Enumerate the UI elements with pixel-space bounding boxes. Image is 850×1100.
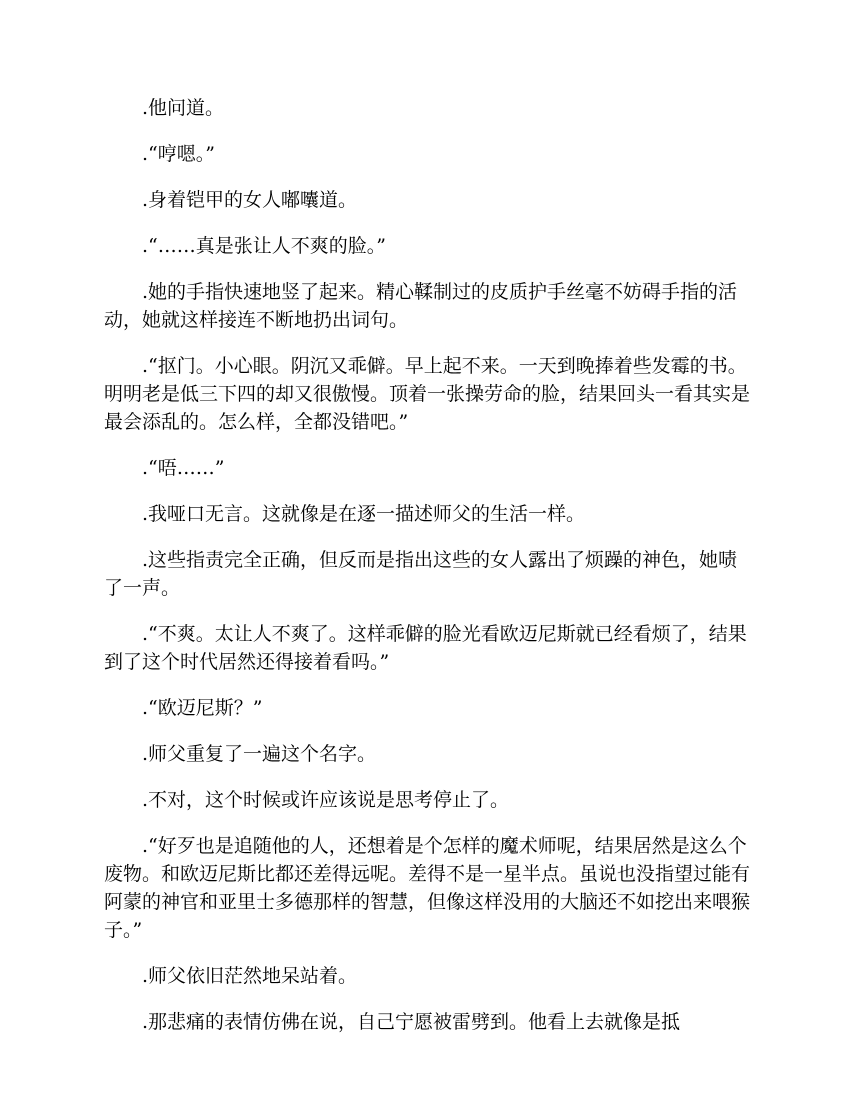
paragraph: .“好歹也是追随他的人，还想着是个怎样的魔术师呢，结果居然是这么个废物。和欧迈尼斯比都还差得远呢。差得不是一星半点。虽说也没指望过能有阿蒙的神官和亚里士多德那样的智慧，但像这样没用的大脑还不如挖出来喂猴子。” [104, 835, 751, 941]
document-page [104, 94, 756, 1054]
paragraph: .“欧迈尼斯？” [142, 697, 263, 719]
paragraph: .身着铠甲的女人嘟囔道。 [142, 189, 358, 211]
paragraph: .“不爽。太让人不爽了。这样乖僻的脸光看欧迈尼斯就已经看烦了，结果到了这个时代居然还得接着看吗。” [104, 623, 747, 673]
paragraph: .师父依旧茫然地呆站着。 [142, 965, 358, 987]
paragraph: .他问道。 [142, 97, 225, 119]
paragraph: .那悲痛的表情仿佛在说，自己宁愿被雷劈到。他看上去就像是抵 [142, 1011, 681, 1033]
paragraph: .不对，这个时候或许应该说是思考停止了。 [142, 789, 510, 811]
paragraph: .“……真是张让人不爽的脸。” [142, 235, 386, 257]
paragraph: .“抠门。小心眼。阴沉又乖僻。早上起不来。一天到晚捧着些发霉的书。明明老是低三下四的却又很傲慢。顶着一张操劳命的脸，结果回头一看其实是最会添乱的。怎么样，全都没错吧。” [104, 355, 751, 433]
paragraph: .“唔……” [142, 457, 225, 479]
paragraph: .“哼嗯。” [142, 143, 215, 165]
paragraph: .她的手指快速地竖了起来。精心鞣制过的皮质护手丝毫不妨碍手指的活动，她就这样接连不断地扔出词句。 [104, 281, 738, 331]
paragraph: .师父重复了一遍这个名字。 [142, 743, 377, 765]
paragraph: .我哑口无言。这就像是在逐一描述师父的生活一样。 [142, 503, 586, 525]
paragraph: .这些指责完全正确，但反而是指出这些的女人露出了烦躁的神色，她啧了一声。 [104, 549, 738, 599]
